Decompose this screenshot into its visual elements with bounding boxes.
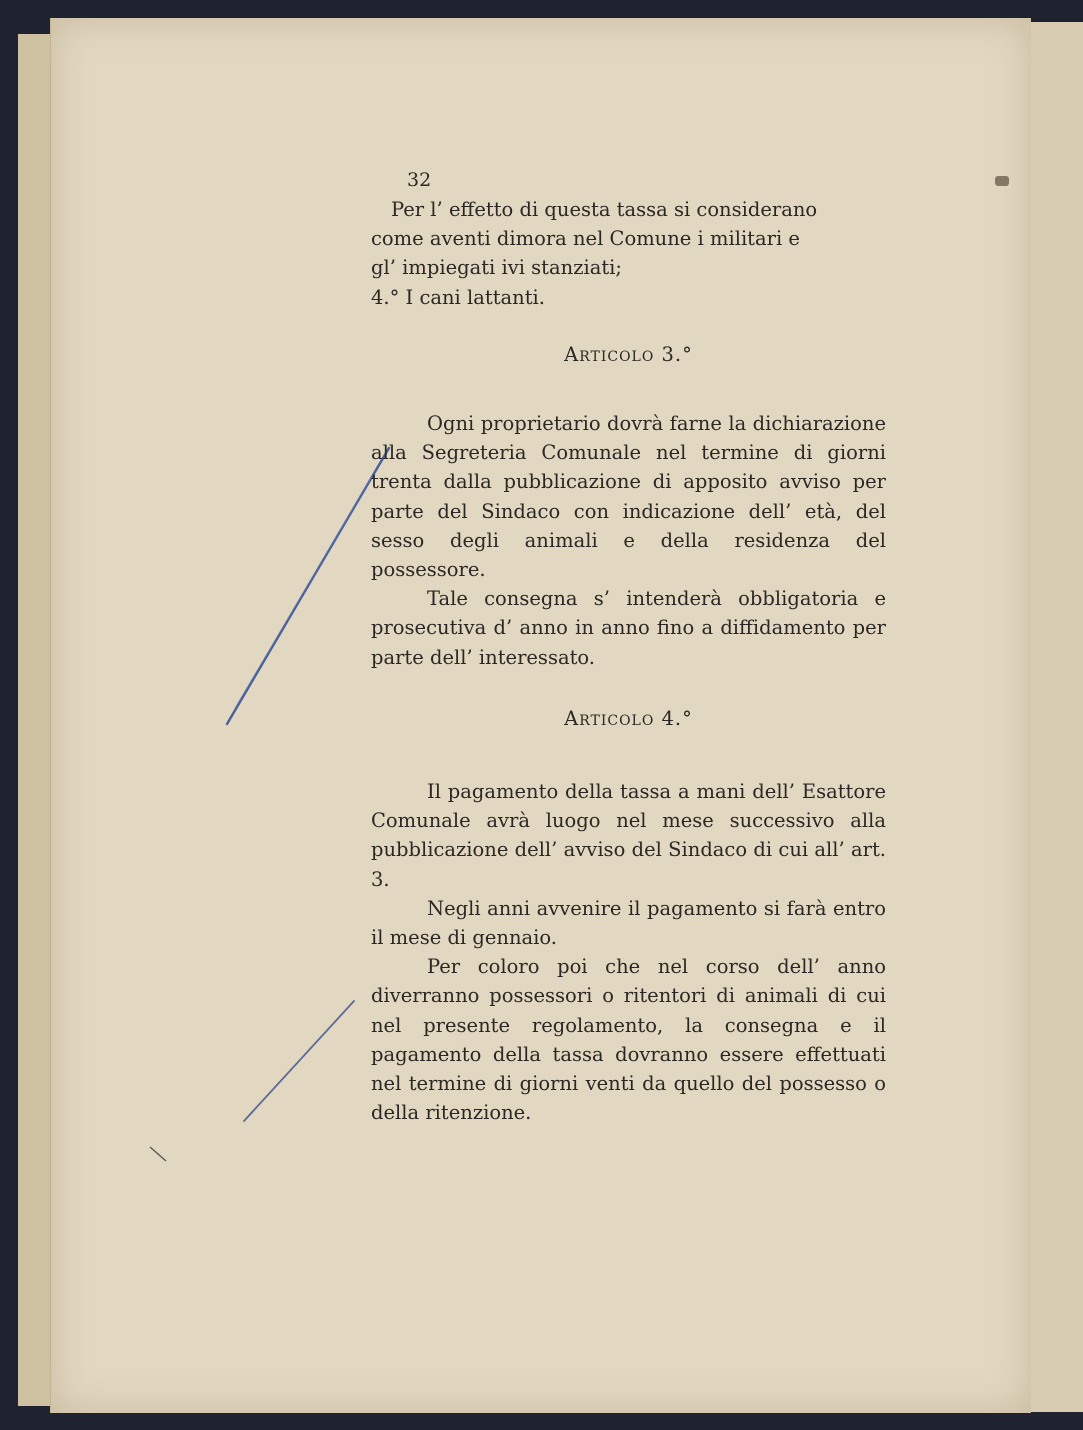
article-3-heading: Articolo 3.° bbox=[564, 342, 693, 366]
article-4-paragraph-2: Negli anni avvenire il pagamento si farà entro il mese di gennaio. bbox=[371, 896, 886, 950]
article-3-paragraph-1: Ogni proprietario dovrà farne la dichiarazione alla Segreteria Comunale nel termine di giorni trenta dalla pubblicazione di apposito avviso per parte del Sindaco con indicazione dell’ età, del sesso degli animali e della residenza del possessore. bbox=[371, 412, 886, 582]
continued-line-1: Per l’ effetto di questa tassa si considerano bbox=[391, 198, 818, 221]
pencil-tick bbox=[146, 1143, 176, 1173]
continued-line-2: come aventi dimora nel Comune i militari e bbox=[371, 227, 800, 251]
ink-smudge bbox=[995, 176, 1009, 186]
article-3-paragraph-2: Tale consegna s’ intenderà obbligatoria e prosecutiva d’ anno in anno fino a diffidamento per parte dell’ interessato. bbox=[371, 587, 886, 669]
page-number: 32 bbox=[407, 169, 432, 191]
page-text bbox=[371, 166, 886, 1127]
article-4-heading: Articolo 4.° bbox=[564, 706, 693, 730]
article-4-paragraph-3: Per coloro poi che nel corso dell’ anno diverranno possessori o ritentori di animali di cui nel presente regolamento, la consegna e il pagamento della tassa dovranno essere effettuati nel termine di giorni venti da quello del possesso o della ritenzione. bbox=[371, 955, 886, 1125]
book-page bbox=[50, 18, 1031, 1413]
continued-line-3: gl’ impiegati ivi stanziati; bbox=[371, 256, 622, 280]
next-page-edge bbox=[1030, 22, 1083, 1412]
pencil-mark-lower bbox=[236, 993, 366, 1133]
article-4-paragraph-1: Il pagamento della tassa a mani dell’ Esattore Comunale avrà luogo nel mese successivo alla pubblicazione dell’ avviso del Sindaco di cui all’ art. 3. bbox=[371, 780, 886, 891]
list-item-4: 4.° I cani lattanti. bbox=[371, 285, 545, 309]
